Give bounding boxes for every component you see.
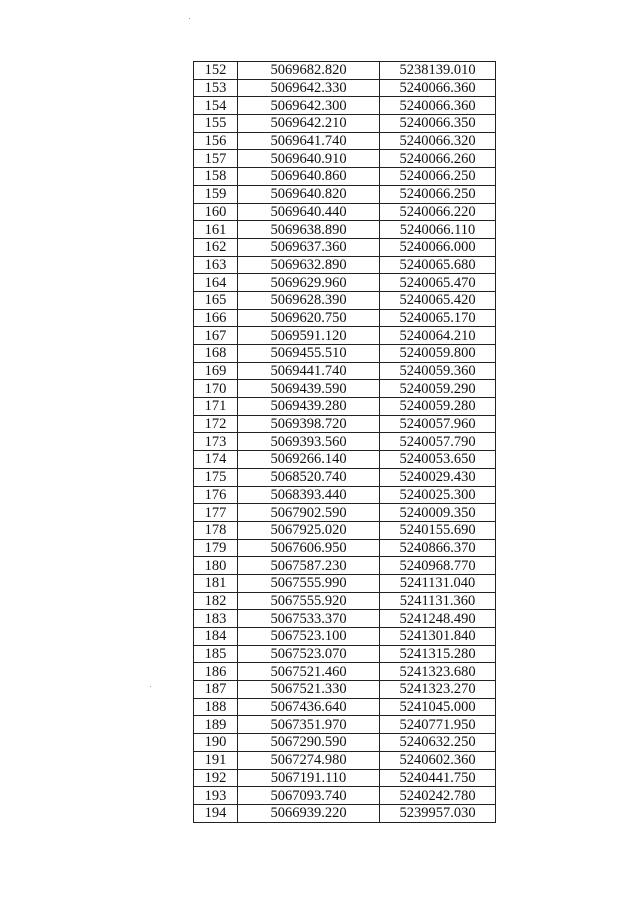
table-row (194, 663, 496, 681)
point-number-cell: 160 (194, 203, 238, 221)
point-number-cell: 186 (194, 663, 238, 681)
point-number-cell: 189 (194, 716, 238, 734)
point-number-cell: 158 (194, 168, 238, 186)
y-coordinate-cell: 5240059.800 (380, 345, 496, 363)
y-coordinate-cell: 5240968.770 (380, 557, 496, 575)
x-coordinate-cell: 5067351.970 (238, 716, 380, 734)
x-coordinate-cell: 5067555.920 (238, 592, 380, 610)
table-row (194, 574, 496, 592)
table-row (194, 309, 496, 327)
point-number-cell: 177 (194, 504, 238, 522)
point-number-cell: 179 (194, 539, 238, 557)
table-row (194, 486, 496, 504)
point-number-cell: 190 (194, 734, 238, 752)
x-coordinate-cell: 5067555.990 (238, 574, 380, 592)
scan-speck (150, 686, 151, 687)
table-row (194, 681, 496, 699)
point-number-cell: 174 (194, 451, 238, 469)
y-coordinate-cell: 5240066.000 (380, 238, 496, 256)
y-coordinate-cell: 5240057.960 (380, 415, 496, 433)
x-coordinate-cell: 5069629.960 (238, 274, 380, 292)
x-coordinate-cell: 5069455.510 (238, 345, 380, 363)
table-row (194, 291, 496, 309)
point-number-cell: 184 (194, 628, 238, 646)
y-coordinate-cell: 5240155.690 (380, 521, 496, 539)
y-coordinate-cell: 5240771.950 (380, 716, 496, 734)
x-coordinate-cell: 5069266.140 (238, 451, 380, 469)
x-coordinate-cell: 5069640.910 (238, 150, 380, 168)
point-number-cell: 166 (194, 309, 238, 327)
table-row (194, 468, 496, 486)
y-coordinate-cell: 5241323.680 (380, 663, 496, 681)
point-number-cell: 182 (194, 592, 238, 610)
table-row (194, 698, 496, 716)
y-coordinate-cell: 5240066.220 (380, 203, 496, 221)
table-row (194, 79, 496, 97)
y-coordinate-cell: 5241301.840 (380, 628, 496, 646)
table-row (194, 539, 496, 557)
table-row (194, 238, 496, 256)
y-coordinate-cell: 5240066.320 (380, 132, 496, 150)
x-coordinate-cell: 5069620.750 (238, 309, 380, 327)
point-number-cell: 164 (194, 274, 238, 292)
table-row (194, 380, 496, 398)
table-row (194, 787, 496, 805)
point-number-cell: 171 (194, 398, 238, 416)
table-row (194, 97, 496, 115)
y-coordinate-cell: 5240029.430 (380, 468, 496, 486)
x-coordinate-cell: 5069682.820 (238, 62, 380, 80)
table-row (194, 433, 496, 451)
x-coordinate-cell: 5069398.720 (238, 415, 380, 433)
y-coordinate-cell: 5240057.790 (380, 433, 496, 451)
y-coordinate-cell: 5240066.360 (380, 97, 496, 115)
x-coordinate-cell: 5067925.020 (238, 521, 380, 539)
y-coordinate-cell: 5240009.350 (380, 504, 496, 522)
x-coordinate-cell: 5069640.820 (238, 185, 380, 203)
point-number-cell: 170 (194, 380, 238, 398)
table-row (194, 362, 496, 380)
y-coordinate-cell: 5240066.110 (380, 221, 496, 239)
y-coordinate-cell: 5241131.040 (380, 574, 496, 592)
point-number-cell: 168 (194, 345, 238, 363)
x-coordinate-cell: 5067290.590 (238, 734, 380, 752)
point-number-cell: 169 (194, 362, 238, 380)
y-coordinate-cell: 5241248.490 (380, 610, 496, 628)
x-coordinate-cell: 5068393.440 (238, 486, 380, 504)
y-coordinate-cell: 5240066.250 (380, 168, 496, 186)
x-coordinate-cell: 5069441.740 (238, 362, 380, 380)
x-coordinate-cell: 5069640.860 (238, 168, 380, 186)
x-coordinate-cell: 5067523.070 (238, 645, 380, 663)
table-row (194, 769, 496, 787)
x-coordinate-cell: 5067274.980 (238, 751, 380, 769)
y-coordinate-cell: 5240065.470 (380, 274, 496, 292)
x-coordinate-cell: 5067436.640 (238, 698, 380, 716)
y-coordinate-cell: 5240065.420 (380, 291, 496, 309)
table-row (194, 185, 496, 203)
table-row (194, 168, 496, 186)
x-coordinate-cell: 5067902.590 (238, 504, 380, 522)
x-coordinate-cell: 5069640.440 (238, 203, 380, 221)
y-coordinate-cell: 5240065.680 (380, 256, 496, 274)
y-coordinate-cell: 5241045.000 (380, 698, 496, 716)
table-row (194, 504, 496, 522)
point-number-cell: 181 (194, 574, 238, 592)
scan-speck (189, 18, 190, 19)
y-coordinate-cell: 5240602.360 (380, 751, 496, 769)
x-coordinate-cell: 5069591.120 (238, 327, 380, 345)
point-number-cell: 153 (194, 79, 238, 97)
table-row (194, 415, 496, 433)
x-coordinate-cell: 5069642.210 (238, 115, 380, 133)
table-row (194, 751, 496, 769)
point-number-cell: 167 (194, 327, 238, 345)
x-coordinate-cell: 5069439.280 (238, 398, 380, 416)
table-row (194, 62, 496, 80)
x-coordinate-cell: 5069638.890 (238, 221, 380, 239)
y-coordinate-cell: 5238139.010 (380, 62, 496, 80)
x-coordinate-cell: 5069628.390 (238, 291, 380, 309)
table-row (194, 645, 496, 663)
point-number-cell: 176 (194, 486, 238, 504)
point-number-cell: 188 (194, 698, 238, 716)
x-coordinate-cell: 5069393.560 (238, 433, 380, 451)
y-coordinate-cell: 5240866.370 (380, 539, 496, 557)
y-coordinate-cell: 5241323.270 (380, 681, 496, 699)
y-coordinate-cell: 5241315.280 (380, 645, 496, 663)
y-coordinate-cell: 5240059.290 (380, 380, 496, 398)
x-coordinate-cell: 5066939.220 (238, 804, 380, 822)
table-row (194, 628, 496, 646)
point-number-cell: 165 (194, 291, 238, 309)
table-row (194, 345, 496, 363)
point-number-cell: 183 (194, 610, 238, 628)
y-coordinate-cell: 5240066.260 (380, 150, 496, 168)
table-row (194, 327, 496, 345)
point-number-cell: 163 (194, 256, 238, 274)
point-number-cell: 157 (194, 150, 238, 168)
point-number-cell: 175 (194, 468, 238, 486)
y-coordinate-cell: 5240066.350 (380, 115, 496, 133)
point-number-cell: 159 (194, 185, 238, 203)
point-number-cell: 194 (194, 804, 238, 822)
point-number-cell: 156 (194, 132, 238, 150)
x-coordinate-cell: 5069641.740 (238, 132, 380, 150)
coordinates-table-body (194, 62, 496, 823)
table-row (194, 398, 496, 416)
x-coordinate-cell: 5067191.110 (238, 769, 380, 787)
table-row (194, 274, 496, 292)
table-row (194, 132, 496, 150)
y-coordinate-cell: 5240065.170 (380, 309, 496, 327)
point-number-cell: 180 (194, 557, 238, 575)
point-number-cell: 187 (194, 681, 238, 699)
table-row (194, 610, 496, 628)
point-number-cell: 191 (194, 751, 238, 769)
table-row (194, 115, 496, 133)
point-number-cell: 173 (194, 433, 238, 451)
point-number-cell: 161 (194, 221, 238, 239)
x-coordinate-cell: 5069637.360 (238, 238, 380, 256)
point-number-cell: 172 (194, 415, 238, 433)
x-coordinate-cell: 5067093.740 (238, 787, 380, 805)
x-coordinate-cell: 5067533.370 (238, 610, 380, 628)
x-coordinate-cell: 5069632.890 (238, 256, 380, 274)
table-row (194, 734, 496, 752)
x-coordinate-cell: 5067606.950 (238, 539, 380, 557)
point-number-cell: 155 (194, 115, 238, 133)
point-number-cell: 178 (194, 521, 238, 539)
table-row (194, 592, 496, 610)
y-coordinate-cell: 5240242.780 (380, 787, 496, 805)
table-row (194, 521, 496, 539)
table-row (194, 557, 496, 575)
point-number-cell: 152 (194, 62, 238, 80)
x-coordinate-cell: 5067523.100 (238, 628, 380, 646)
y-coordinate-cell: 5240066.360 (380, 79, 496, 97)
point-number-cell: 192 (194, 769, 238, 787)
table-row (194, 716, 496, 734)
y-coordinate-cell: 5240059.360 (380, 362, 496, 380)
y-coordinate-cell: 5239957.030 (380, 804, 496, 822)
table-row (194, 256, 496, 274)
y-coordinate-cell: 5241131.360 (380, 592, 496, 610)
table-row (194, 150, 496, 168)
y-coordinate-cell: 5240059.280 (380, 398, 496, 416)
x-coordinate-cell: 5067587.230 (238, 557, 380, 575)
table-row (194, 451, 496, 469)
y-coordinate-cell: 5240066.250 (380, 185, 496, 203)
y-coordinate-cell: 5240025.300 (380, 486, 496, 504)
y-coordinate-cell: 5240053.650 (380, 451, 496, 469)
table-row (194, 203, 496, 221)
point-number-cell: 162 (194, 238, 238, 256)
x-coordinate-cell: 5069642.330 (238, 79, 380, 97)
y-coordinate-cell: 5240064.210 (380, 327, 496, 345)
x-coordinate-cell: 5067521.460 (238, 663, 380, 681)
y-coordinate-cell: 5240441.750 (380, 769, 496, 787)
coordinates-table (193, 61, 496, 823)
x-coordinate-cell: 5069642.300 (238, 97, 380, 115)
point-number-cell: 185 (194, 645, 238, 663)
table-row (194, 804, 496, 822)
x-coordinate-cell: 5069439.590 (238, 380, 380, 398)
point-number-cell: 154 (194, 97, 238, 115)
x-coordinate-cell: 5068520.740 (238, 468, 380, 486)
y-coordinate-cell: 5240632.250 (380, 734, 496, 752)
point-number-cell: 193 (194, 787, 238, 805)
x-coordinate-cell: 5067521.330 (238, 681, 380, 699)
table-row (194, 221, 496, 239)
